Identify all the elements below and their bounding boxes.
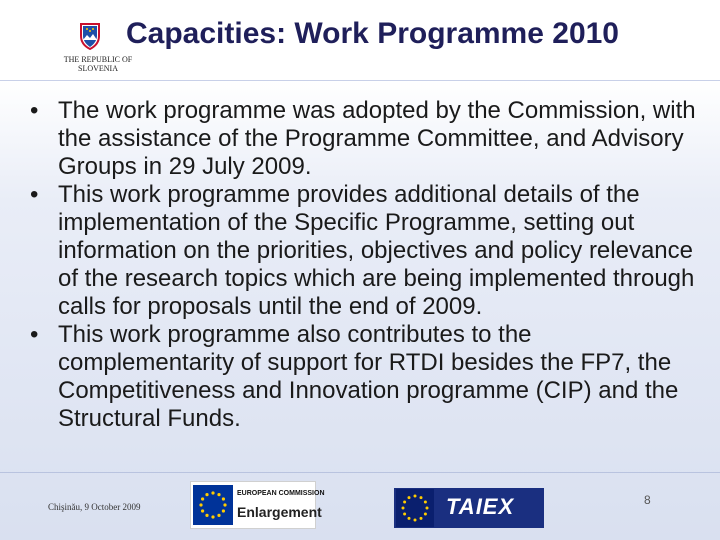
logo-caption bbox=[58, 55, 138, 73]
bullet-dot-icon: • bbox=[30, 321, 39, 348]
ec-logo-line1: EUROPEAN COMMISSION bbox=[237, 490, 325, 497]
footer-date: Chişinău, 9 October 2009 bbox=[48, 502, 141, 512]
footer-divider bbox=[0, 472, 720, 473]
slovenia-coat-of-arms-icon bbox=[79, 22, 101, 50]
header-divider bbox=[0, 80, 720, 81]
eu-flag-icon bbox=[193, 485, 233, 525]
bullet-item bbox=[30, 181, 700, 321]
bullet-list bbox=[30, 97, 700, 433]
page-number: 8 bbox=[644, 493, 651, 507]
bullet-item bbox=[30, 321, 700, 433]
bullet-text: This work programme provides additional details of the implementation of the Specific Programme, setting out information on the priorities, objectives and policy relevance of the research topics which are being implemented through calls for proposals until the end of 2009. bbox=[58, 181, 695, 320]
bullet-text: The work programme was adopted by the Commission, with the assistance of the Programme Committee, and Advisory Groups in 29 July 2009. bbox=[58, 97, 696, 180]
bullet-item bbox=[30, 97, 700, 181]
ec-logo-line2: Enlargement bbox=[237, 504, 322, 520]
slide-header bbox=[0, 0, 720, 80]
european-commission-enlargement-logo bbox=[190, 481, 325, 529]
logo-caption-line1: THE REPUBLIC OF bbox=[63, 55, 133, 64]
bullet-text: This work programme also contributes to the complementarity of support for RTDI besides the FP7, the Competitiveness and Innovation programme (CIP) and the Structural Funds. bbox=[58, 321, 679, 432]
slide-title: Capacities: Work Programme 2010 bbox=[126, 17, 619, 50]
bullet-dot-icon: • bbox=[30, 97, 39, 124]
logo-caption-line2: SLOVENIA bbox=[78, 64, 118, 73]
bullet-dot-icon: • bbox=[30, 181, 39, 208]
eu-stars-icon bbox=[396, 489, 434, 527]
taiex-logo bbox=[394, 488, 544, 528]
taiex-label: TAIEX bbox=[446, 494, 515, 519]
